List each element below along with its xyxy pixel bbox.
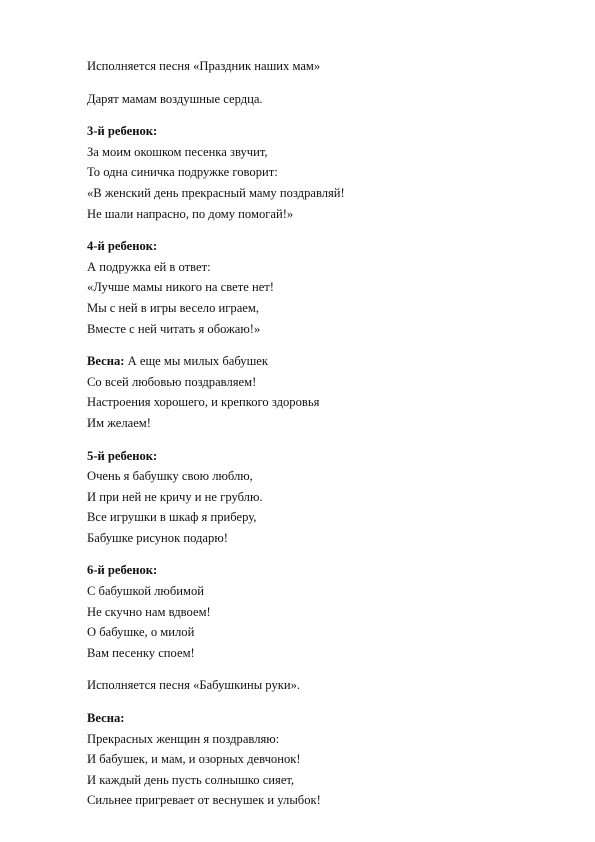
text-line: Исполняется песня «Бабушкины руки». bbox=[87, 678, 301, 693]
verse-line: Вместе с ней читать я обожаю!» bbox=[87, 321, 261, 336]
verse-line: С бабушкой любимой bbox=[87, 584, 204, 599]
verse-line: «Лучше мамы никого на свете нет! bbox=[87, 280, 274, 295]
speaker-label: 5-й ребенок: bbox=[87, 448, 158, 463]
speaker-label: Весна: bbox=[87, 711, 125, 726]
verse-line: И каждый день пусть солнышко сияет, bbox=[87, 772, 295, 787]
verse-line: Вам песенку споем! bbox=[87, 645, 195, 660]
verse-vesna-1 bbox=[87, 351, 567, 433]
document-page bbox=[87, 56, 567, 823]
verse-child-3 bbox=[87, 121, 567, 224]
verse-child-4 bbox=[87, 236, 567, 339]
text-line: Дарят мамам воздушные сердца. bbox=[87, 91, 263, 106]
stage-direction-hearts bbox=[87, 89, 567, 110]
stage-direction-song-1 bbox=[87, 56, 567, 77]
speaker-label: 4-й ребенок: bbox=[87, 239, 158, 254]
verse-first-line bbox=[87, 351, 567, 372]
verse-line: О бабушке, о милой bbox=[87, 625, 195, 640]
verse-line: И бабушек, и мам, и озорных девчонок! bbox=[87, 752, 301, 767]
verse-line: За моим окошком песенка звучит, bbox=[87, 144, 268, 159]
verse-line: Не шали напрасно, по дому помогай!» bbox=[87, 206, 294, 221]
verse-line: «В женский день прекрасный маму поздравляй! bbox=[87, 185, 345, 200]
verse-line: Настроения хорошего, и крепкого здоровья bbox=[87, 395, 320, 410]
speaker-label: 6-й ребенок: bbox=[87, 563, 158, 578]
verse-line: Все игрушки в шкаф я приберу, bbox=[87, 510, 257, 525]
stage-direction-song-2 bbox=[87, 675, 567, 696]
verse-line: То одна синичка подружке говорит: bbox=[87, 165, 278, 180]
verse-line: Не скучно нам вдвоем! bbox=[87, 604, 211, 619]
verse-line: Сильнее пригревает от веснушек и улыбок! bbox=[87, 793, 321, 808]
verse-child-6 bbox=[87, 560, 567, 663]
verse-line: Мы с ней в игры весело играем, bbox=[87, 300, 260, 315]
text-line: Исполняется песня «Праздник наших мам» bbox=[87, 59, 321, 73]
verse-line: Очень я бабушку свою люблю, bbox=[87, 469, 253, 484]
speaker-label: 3-й ребенок: bbox=[87, 124, 158, 139]
verse-line: А подружка ей в ответ: bbox=[87, 259, 211, 274]
verse-line: Им желаем! bbox=[87, 415, 151, 430]
speaker-label: Весна: bbox=[87, 354, 125, 369]
verse-child-5 bbox=[87, 446, 567, 549]
verse-line: Бабушке рисунок подарю! bbox=[87, 530, 228, 545]
verse-line-inline: А еще мы милых бабушек bbox=[124, 354, 269, 369]
verse-line: Прекрасных женщин я поздравляю: bbox=[87, 731, 280, 746]
verse-vesna-2 bbox=[87, 708, 567, 811]
verse-line: И при ней не кричу и не грублю. bbox=[87, 489, 263, 504]
verse-line: Со всей любовью поздравляем! bbox=[87, 374, 257, 389]
